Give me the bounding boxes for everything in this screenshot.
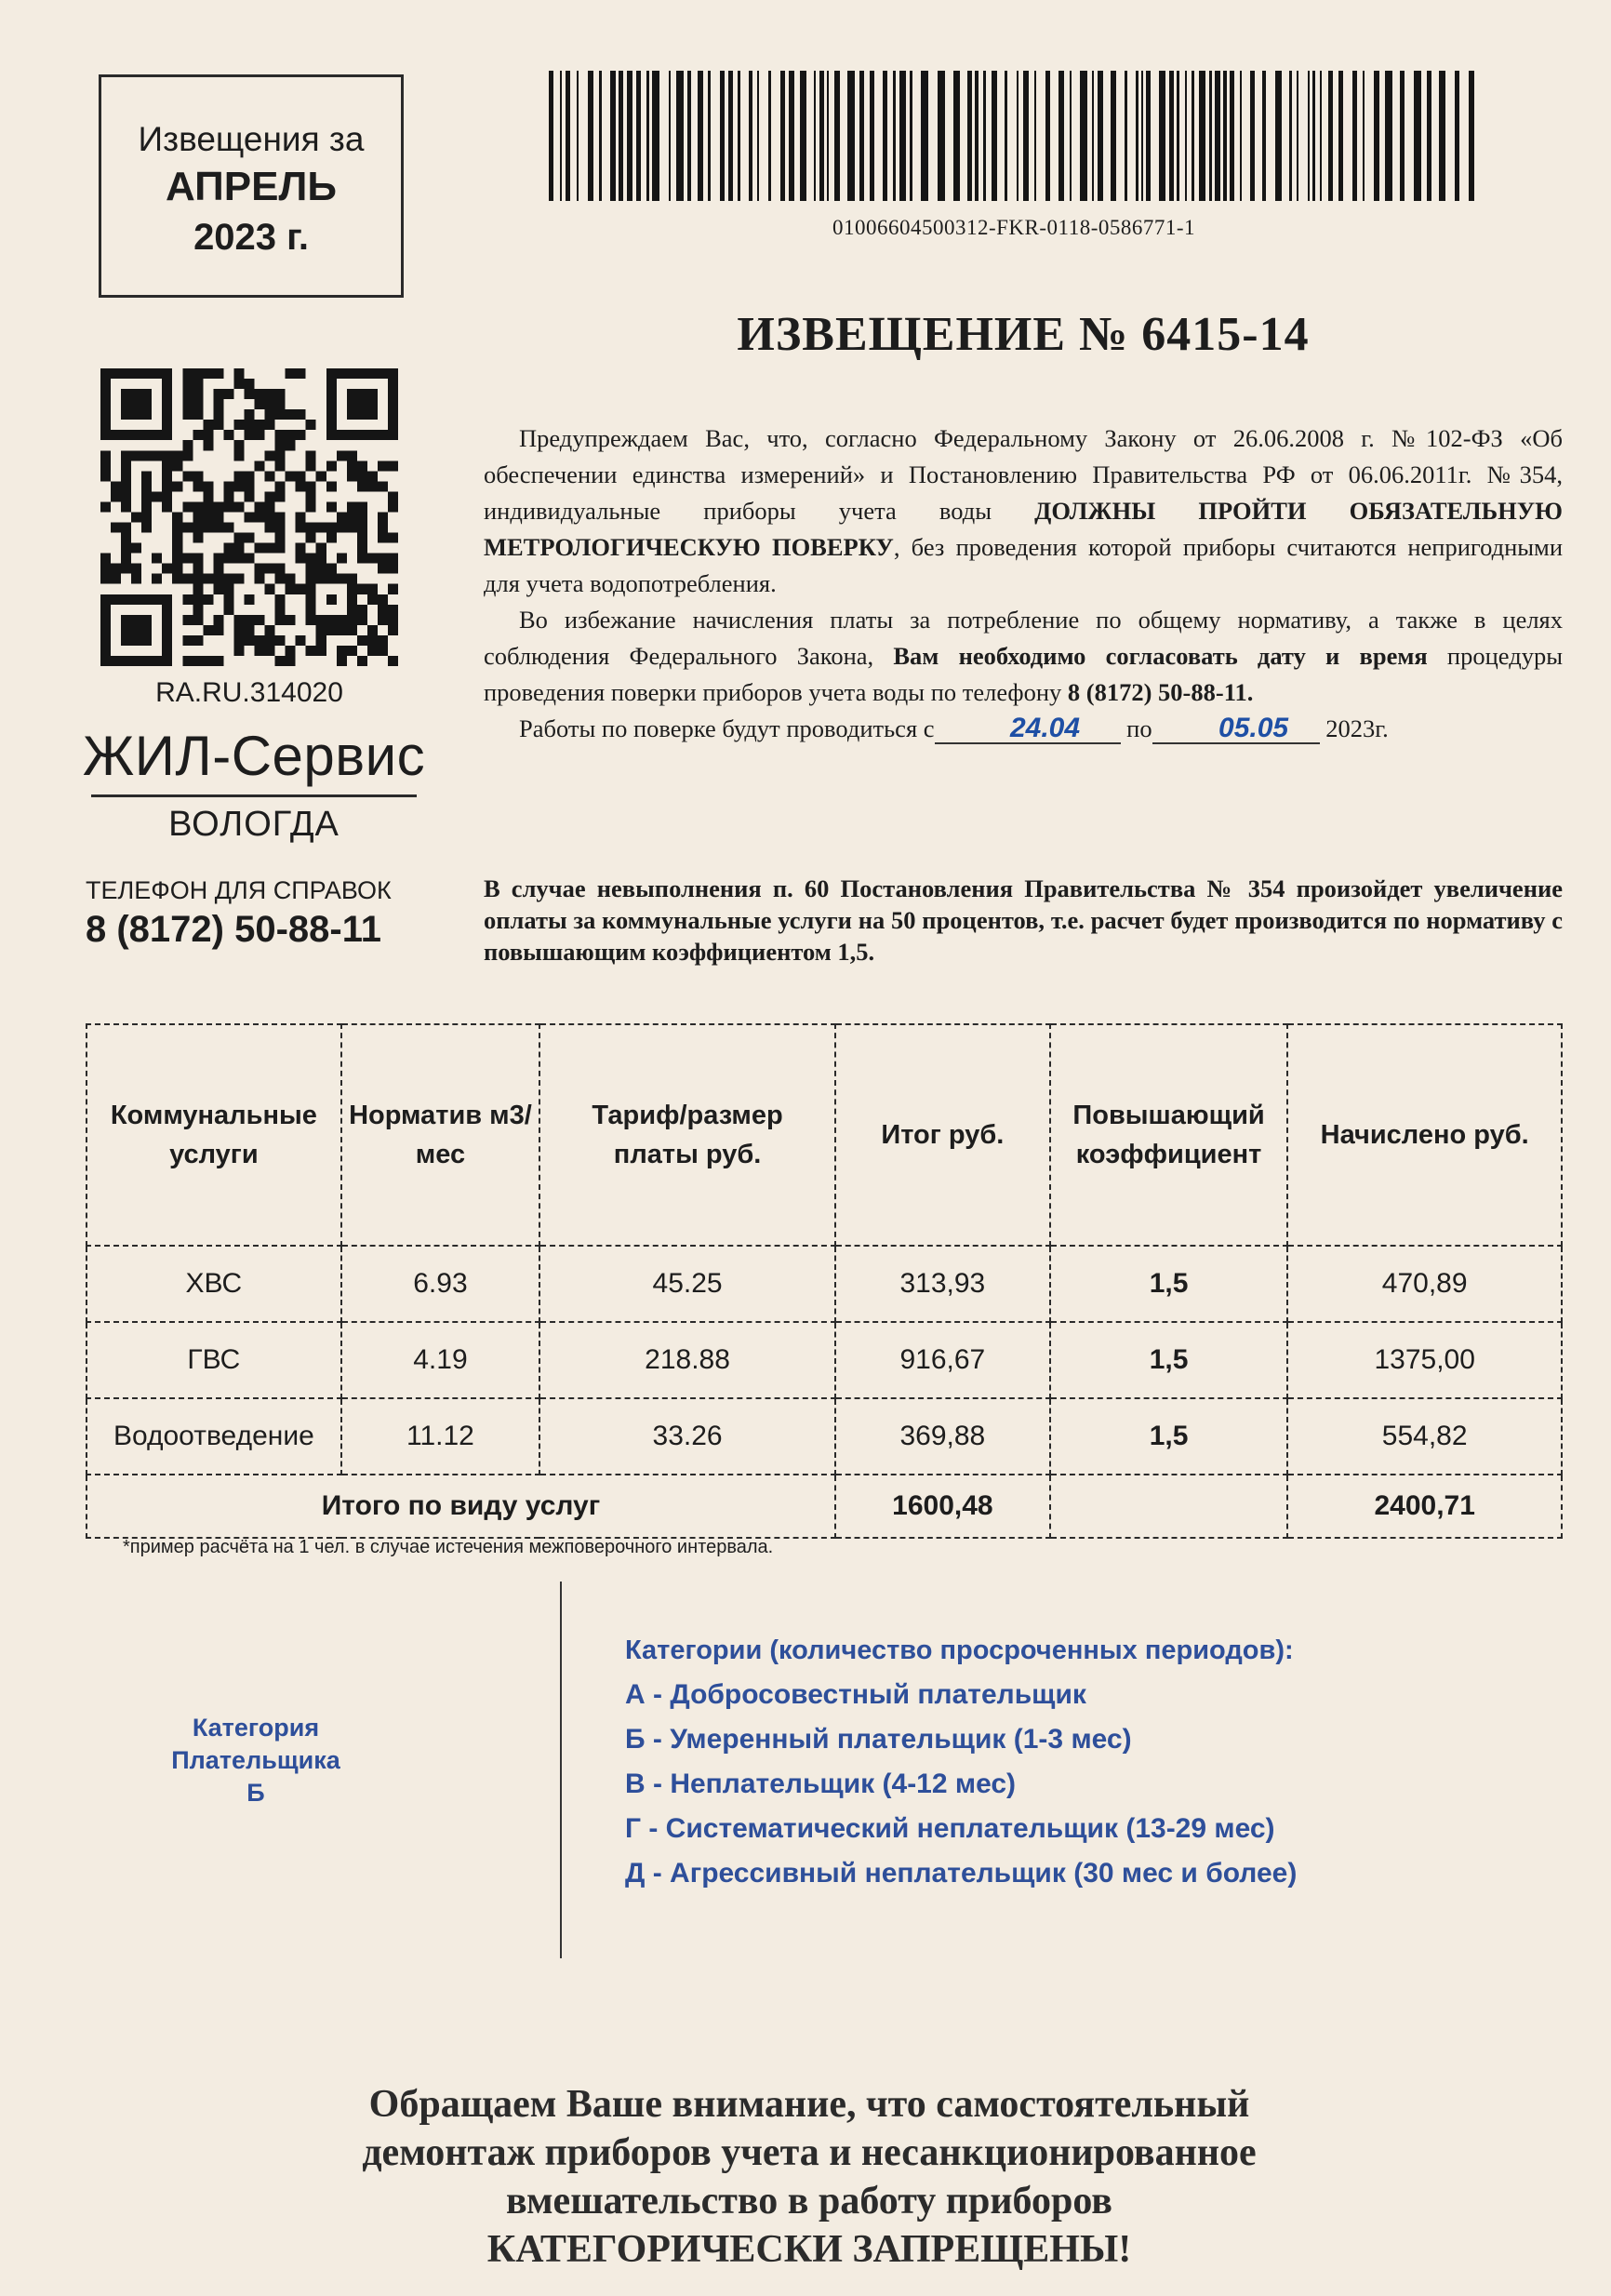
company-logo bbox=[82, 724, 426, 848]
col-header: Итог руб. bbox=[835, 1024, 1050, 1246]
category-legend-heading: Категории (количество просроченных периодов): bbox=[625, 1635, 1294, 1665]
table-cell: 916,67 bbox=[835, 1322, 1050, 1398]
dates-suffix: 2023г. bbox=[1325, 714, 1389, 742]
date-to-field: 05.05 bbox=[1152, 714, 1320, 744]
table-cell: 1,5 bbox=[1050, 1398, 1288, 1475]
dates-mid: по bbox=[1126, 714, 1152, 742]
logo-divider bbox=[91, 794, 417, 797]
paragraph-emphasis: ДОЛЖНЫ ПРОЙТИ ОБЯЗАТЕЛЬНУЮ МЕТРОЛОГИЧЕСКУЮ ПОВЕРКУ bbox=[484, 497, 1563, 561]
paragraph-emphasis: Вам необходимо согласовать дату и время bbox=[893, 642, 1428, 670]
table-cell: ГВС bbox=[87, 1322, 341, 1398]
company-name: ЖИЛ-Сервис bbox=[82, 725, 426, 787]
bottom-warning-line: КАТЕГОРИЧЕСКИ ЗАПРЕЩЕНЫ! bbox=[486, 2228, 1132, 2271]
col-header: Повышающий коэффициент bbox=[1050, 1024, 1288, 1246]
bottom-warning bbox=[186, 2080, 1432, 2274]
table-cell: 470,89 bbox=[1287, 1246, 1562, 1322]
notice-title: ИЗВЕЩЕНИЕ № 6415-14 bbox=[737, 308, 1310, 361]
phone-block bbox=[86, 874, 439, 953]
period-year: 2023 г. bbox=[193, 217, 309, 258]
table-cell: 4.19 bbox=[341, 1322, 539, 1398]
qr-code-label: RA.RU.314020 bbox=[155, 677, 343, 708]
table-cell: 33.26 bbox=[539, 1398, 835, 1475]
table-cell: 6.93 bbox=[341, 1246, 539, 1322]
paragraph-text: Во избежание начисления платы за потребление по общему нормативу, а также в целях соблюдения Федерального Закона, bbox=[484, 606, 1563, 670]
dates-line bbox=[484, 711, 1563, 747]
table-footnote: *пример расчёта на 1 чел. в случае истечения межповерочного интервала. bbox=[123, 1537, 774, 1557]
table-cell: 554,82 bbox=[1287, 1398, 1562, 1475]
bottom-warning-line: Обращаем Ваше внимание, что самостоятельный bbox=[368, 2083, 1250, 2126]
table-cell: 313,93 bbox=[835, 1246, 1050, 1322]
table-total-row bbox=[87, 1475, 1562, 1538]
table-header-row bbox=[87, 1024, 1562, 1246]
table-cell: 1,5 bbox=[1050, 1246, 1288, 1322]
phone-number: 8 (8172) 50-88-11 bbox=[86, 909, 382, 950]
penalty-warning: В случае невыполнения п. 60 Постановления Правительства № 354 произойдет увеличение оплаты за коммунальные услуги на 50 процентов, т.е. расчет будет производится по нормативу с повышающим коэффициентом 1,5. bbox=[484, 874, 1563, 966]
total-label: Итого по виду услуг bbox=[87, 1475, 835, 1538]
paragraph-instructions bbox=[484, 602, 1563, 711]
calculation-table bbox=[86, 1023, 1563, 1539]
col-header: Тариф/размер платы руб. bbox=[539, 1024, 835, 1246]
table-cell: 218.88 bbox=[539, 1322, 835, 1398]
list-item: Г - Систематический неплательщик (13-29 мес) bbox=[625, 1813, 1275, 1844]
qr-code-image bbox=[100, 368, 398, 666]
barcode-number: 01006604500312-FKR-0118-0586771-1 bbox=[832, 216, 1196, 239]
table-cell: Водоотведение bbox=[87, 1398, 341, 1475]
table-cell: 11.12 bbox=[341, 1398, 539, 1475]
total-itog: 1600,48 bbox=[835, 1475, 1050, 1538]
bottom-warning-line: демонтаж приборов учета и несанкционированное bbox=[362, 2131, 1257, 2174]
col-header: Норматив м3/мес bbox=[341, 1024, 539, 1246]
period-label: Извещения за bbox=[138, 120, 365, 158]
barcode-image bbox=[549, 71, 1479, 201]
payer-category-value: Б bbox=[246, 1779, 265, 1807]
dates-prefix: Работы по поверке будут проводиться с bbox=[519, 714, 935, 742]
payer-category bbox=[112, 1712, 400, 1809]
list-item: Б - Умеренный плательщик (1-3 мес) bbox=[625, 1724, 1132, 1755]
list-item: Д - Агрессивный неплательщик (30 мес и более) bbox=[625, 1858, 1298, 1889]
paragraph-text: Предупреждаем Вас, что, согласно Федеральному Закону от 26.06.2008 г. №102-ФЗ «Об обеспечении единства измерений» и Постановлению Правительства РФ от 06.06.2011г. №354, индивидуальные приборы учета воды bbox=[484, 424, 1563, 525]
date-from-field: 24.04 bbox=[935, 714, 1121, 744]
list-item: А - Добросовестный плательщик bbox=[625, 1679, 1086, 1710]
table-row bbox=[87, 1398, 1562, 1475]
payer-category-label: Плательщика bbox=[171, 1746, 340, 1774]
payer-category-label: Категория bbox=[192, 1714, 320, 1742]
table-row bbox=[87, 1246, 1562, 1322]
paragraph-text: процедуры проведения поверки приборов учета воды по телефону bbox=[484, 642, 1563, 706]
table-cell: 1,5 bbox=[1050, 1322, 1288, 1398]
table-cell: ХВС bbox=[87, 1246, 341, 1322]
notice-body bbox=[484, 420, 1563, 747]
col-header: Коммунальные услуги bbox=[87, 1024, 341, 1246]
table-cell: 45.25 bbox=[539, 1246, 835, 1322]
table-cell: 369,88 bbox=[835, 1398, 1050, 1475]
bottom-warning-line: вмешательство в работу приборов bbox=[505, 2180, 1112, 2223]
category-legend bbox=[625, 1628, 1555, 1896]
paragraph-legal bbox=[484, 420, 1563, 602]
paragraph-phone: 8 (8172) 50-88-11. bbox=[1067, 678, 1254, 706]
company-city: ВОЛОГДА bbox=[168, 805, 340, 844]
phone-label: ТЕЛЕФОН ДЛЯ СПРАВОК bbox=[86, 876, 392, 904]
table-cell: 1375,00 bbox=[1287, 1322, 1562, 1398]
paragraph-text: , без проведения которой приборы считаются непригодными для учета водопотребления. bbox=[484, 533, 1564, 597]
total-charged: 2400,71 bbox=[1287, 1475, 1562, 1538]
total-empty-cell bbox=[1050, 1475, 1288, 1538]
list-item: В - Неплательщик (4-12 мес) bbox=[625, 1769, 1017, 1799]
table-row bbox=[87, 1322, 1562, 1398]
col-header: Начислено руб. bbox=[1287, 1024, 1562, 1246]
period-month: АПРЕЛЬ bbox=[165, 164, 337, 209]
period-box bbox=[99, 74, 404, 298]
section-divider bbox=[560, 1582, 562, 1958]
